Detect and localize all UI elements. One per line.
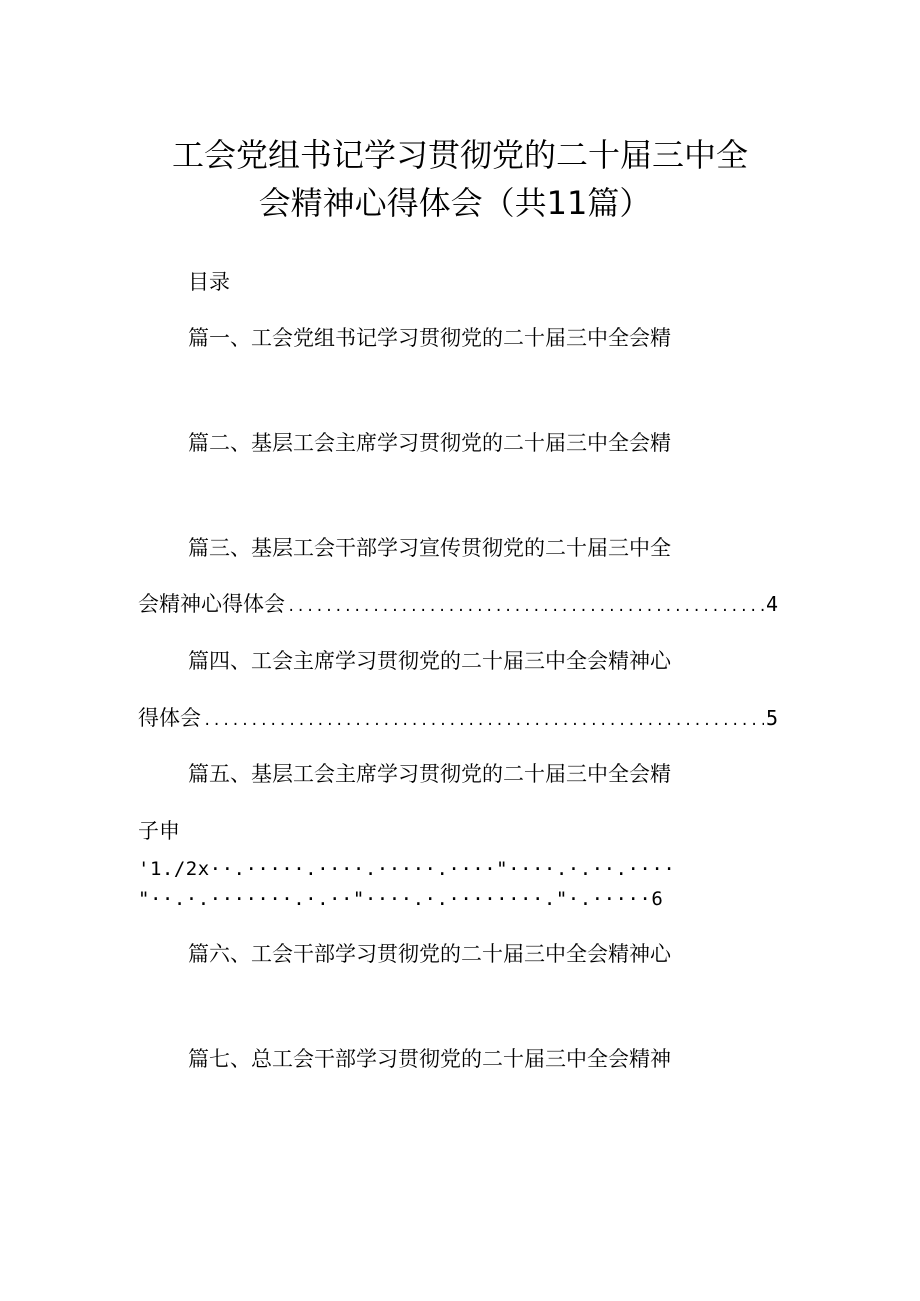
toc-entry-5-garbled-line-1: '1./2x··.·····.····.·····.····"····.·.··.···· [138, 858, 676, 880]
dot-leader [287, 593, 764, 621]
toc-entry-3-line-2: 会精神心得体会 [138, 592, 285, 616]
toc-entry-4-line-1[interactable]: 篇四、工会主席学习贯彻党的二十届三中全会精神心 [188, 649, 671, 673]
toc-entry-1[interactable]: 篇一、工会党组书记学习贯彻党的二十届三中全会精 [188, 326, 671, 350]
toc-entry-5-line-1[interactable]: 篇五、基层工会主席学习贯彻党的二十届三中全会精 [188, 762, 671, 786]
toc-entry-4-line-2: 得体会 [138, 706, 201, 730]
toc-entry-6[interactable]: 篇六、工会干部学习贯彻党的二十届三中全会精神心 [188, 942, 671, 966]
toc-entry-3-line-1[interactable]: 篇三、基层工会干部学习宣传贯彻党的二十届三中全 [188, 536, 671, 560]
dot-leader [203, 707, 764, 735]
document-title-line-2: 会精神心得体会（共11篇） [258, 184, 652, 222]
document-title-line-1: 工会党组书记学习贯彻党的二十届三中全 [171, 136, 748, 174]
toc-entry-4-page-number: 5 [765, 706, 778, 730]
toc-entry-3-page-number: 4 [765, 592, 778, 616]
toc-entry-5-garbled-line-2: "··.·.·······.·.··"····.·.········."·.·····6 [138, 888, 664, 910]
toc-entry-7[interactable]: 篇七、总工会干部学习贯彻党的二十届三中全会精神 [188, 1047, 671, 1071]
toc-entry-2[interactable]: 篇二、基层工会主席学习贯彻党的二十届三中全会精 [188, 431, 671, 455]
toc-entry-3-leader-row[interactable] [138, 590, 778, 618]
toc-entry-4-leader-row[interactable] [138, 704, 778, 732]
toc-heading: 目录 [188, 270, 230, 294]
toc-entry-5-line-2: 子申 [138, 819, 180, 843]
